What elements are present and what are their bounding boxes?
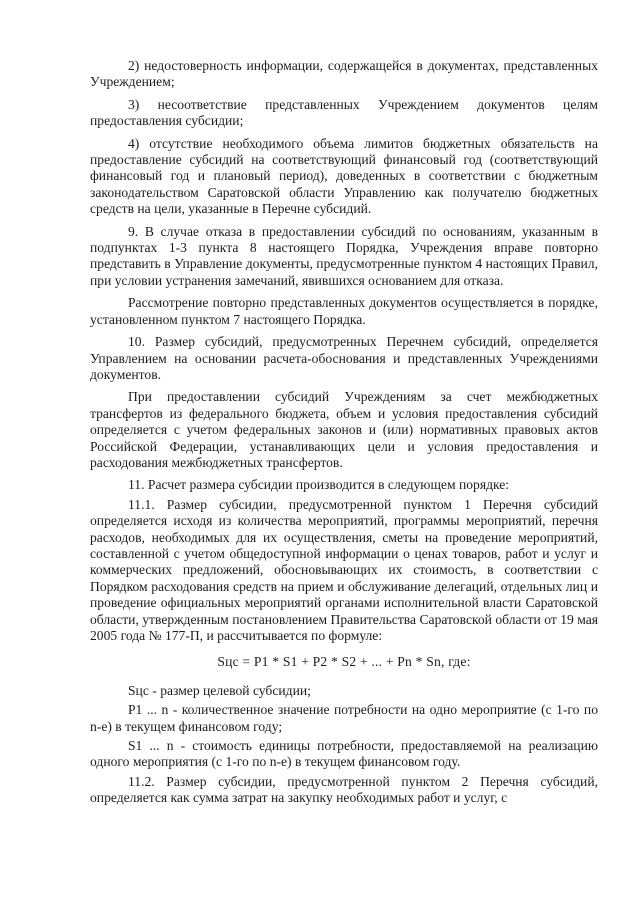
paragraph-resubmission: Рассмотрение повторно представленных документов осуществляется в порядке, установленном пунктом 7 настоящего Порядка. xyxy=(90,295,598,327)
paragraph-clause-10: 10. Размер субсидий, предусмотренных Перечнем субсидий, определяется Управлением на основании расчета-обоснования и представленных Учреждениями документов. xyxy=(90,334,598,382)
paragraph-clause-9: 9. В случае отказа в предоставлении субсидий по основаниям, указанным в подпунктах 1-3 пункта 8 настоящего Порядка, Учреждения вправе повторно представить в Управление документы, предусмотренные пунктом 4 настоящих Правил, при условии устранения замечаний, явившихся основанием для отказа. xyxy=(90,223,598,288)
definition-p: P1 ... n - количественное значение потребности на одно мероприятие (с 1-го по n-е) в текущем финансовом году; xyxy=(90,702,598,734)
paragraph-item-3: 3) несоответствие представленных Учреждением документов целям предоставления субсидии; xyxy=(90,96,598,129)
definition-s: S1 ... n - стоимость единицы потребности, предоставляемой на реализацию одного мероприятия (с 1-го по n-е) в текущем финансовом году. xyxy=(90,738,598,770)
paragraph-clause-11-1: 11.1. Размер субсидии, предусмотренной пунктом 1 Перечня субсидий определяется исходя из количества мероприятий, программы мероприятий, перечня расходов, необходимых для их осуществления, сметы на проведение мероприятий, составленной с учетом общедоступной информации о ценах товаров, работ и услуг и коммерческих предложений, обосновывающих их стоимость, в соответствии с Порядком расходования средств на прием и обслуживание делегаций, отдельных лиц и проведение официальных мероприятий органами исполнительной власти Саратовской области, утвержденным постановлением Правительства Саратовской области от 19 мая 2005 года № 177-П, и рассчитывается по формуле: xyxy=(90,496,598,643)
paragraph-item-2: 2) недостоверность информации, содержащейся в документах, представленных Учреждением; xyxy=(90,58,598,90)
document-page xyxy=(90,58,598,813)
paragraph-clause-11-2: 11.2. Размер субсидии, предусмотренной пунктом 2 Перечня субсидий, определяется как сумма затрат на закупку необходимых работ и услуг, с xyxy=(90,773,598,806)
paragraph-clause-11: 11. Расчет размера субсидии производится в следующем порядке: xyxy=(128,477,510,493)
subsidy-formula: Sцс = P1 * S1 + P2 * S2 + ... + Pn * Sn, где: xyxy=(217,654,471,670)
definition-scs: Sцс - размер целевой субсидии; xyxy=(128,682,311,698)
paragraph-item-4: 4) отсутствие необходимого объема лимитов бюджетных обязательств на предоставление субсидий на соответствующий финансовый год (соответствующий финансовый год и плановый период), доведенных в соответствии с бюджетным законодательством Саратовской области Управлению как получателю бюджетных средств на цели, указанные в Перечне субсидий. xyxy=(90,135,598,217)
paragraph-federal-transfers: При предоставлении субсидий Учреждениям за счет межбюджетных трансфертов из федерального бюджета, объем и условия предоставления субсидий определяется с учетом федеральных законов и (или) нормативных правовых актов Российской Федерации, устанавливающих цели и условия предоставления и расходования межбюджетных трансфертов. xyxy=(90,389,598,470)
